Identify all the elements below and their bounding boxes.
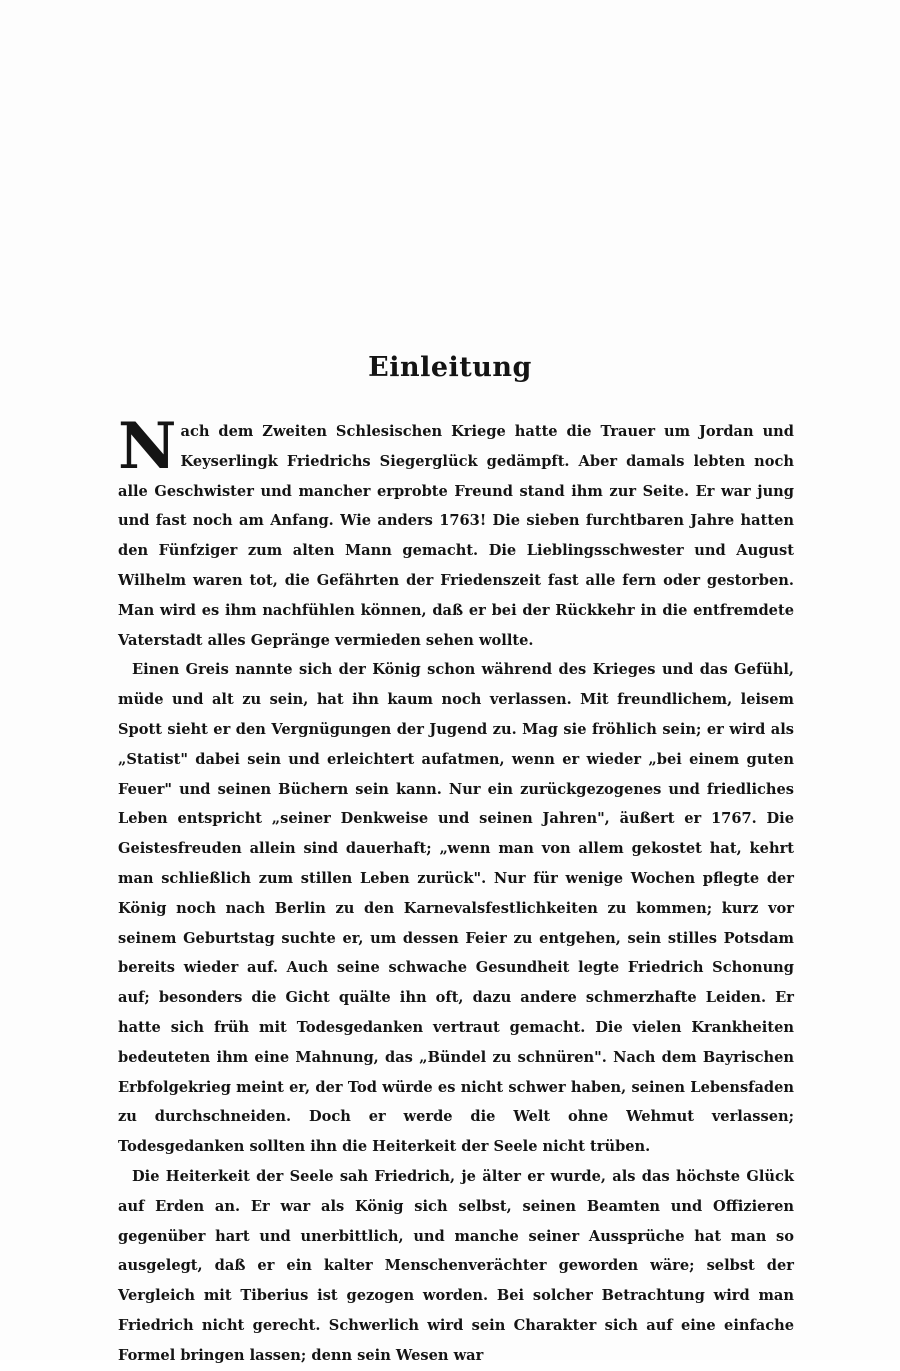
- paragraph-1-text: ach dem Zweiten Schlesischen Kriege hatte die Trauer um Jordan und Keyserlingk Friedrichs Siegerglück gedämpft. Aber damals lebten noch alle Geschwister und mancher erprobte Freund stand ihm zur Seite. Er war jung und fast noch am Anfang. Wie anders 1763! Die sieben furchtbaren Jahre hatten den Fünfziger zum alten Mann gemacht. Die Lieblingsschwester und August Wilhelm waren tot, die Gefährten der Friedenszeit fast alle fern oder gestorben. Man wird es ihm nachfühlen können, daß er bei der Rückkehr in die entfremdete Vaterstadt alles Gepränge vermieden sehen wollte.: [118, 423, 794, 649]
- paragraph-3: Die Heiterkeit der Seele sah Friedrich, je älter er wurde, als das höchste Glück auf Erden an. Er war als König sich selbst, seinen Beamten und Offizieren gegenüber hart und unerbittlich, und manche seiner Aussprüche hat man so ausgelegt, daß er ein kalter Menschenverächter geworden wäre; selbst der Vergleich mit Tiberius ist gezogen worden. Bei solcher Betrachtung wird man Friedrich nicht gerecht. Schwerlich wird sein Charakter sich auf eine einfache Formel bringen lassen; denn sein Wesen war: [118, 1167, 794, 1364]
- body-text: [118, 409, 794, 1371]
- paragraph-1: [118, 409, 794, 655]
- chapter-title: Einleitung: [368, 352, 532, 383]
- drop-cap-initial: N: [118, 409, 177, 484]
- paragraph-2: Einen Greis nannte sich der König schon während des Krieges und das Gefühl, müde und alt zu sein, hat ihn kaum noch verlassen. Mit freundlichem, leisem Spott sieht er den Vergnügungen der Jugend zu. Mag sie fröhlich sein; er wird als „Statist" dabei sein und erleichtert aufatmen, wenn er wieder „bei einem guten Feuer" und seinen Büchern sein kann. Nur ein zurückgezogenes und friedliches Leben entspricht „seiner Denkweise und seinen Jahren", äußert er 1767. Die Geistesfreuden allein sind dauerhaft; „wenn man von allem gekostet hat, kehrt man schließlich zum stillen Leben zurück". Nur für wenige Wochen pflegte der König noch nach Berlin zu den Karnevalsfestlichkeiten zu kommen; kurz vor seinem Geburtstag suchte er, um dessen Feier zu entgehen, sein stilles Potsdam bereits wieder auf. Auch seine schwache Gesundheit legte Friedrich Schonung auf; besonders die Gicht quälte ihn oft, dazu andere schmerzhafte Leiden. Er hatte sich früh mit Todesgedanken vertraut gemacht. Die vielen Krankheiten bedeuteten ihm eine Mahnung, das „Bündel zu schnüren". Nach dem Bayrischen Erbfolgekrieg meint er, der Tod würde es nicht schwer haben, seinen Lebensfaden zu durchschneiden. Doch er werde die Welt ohne Wehmut verlassen; Todesgedanken sollten ihn die Heiterkeit der Seele nicht trüben.: [118, 661, 794, 1156]
